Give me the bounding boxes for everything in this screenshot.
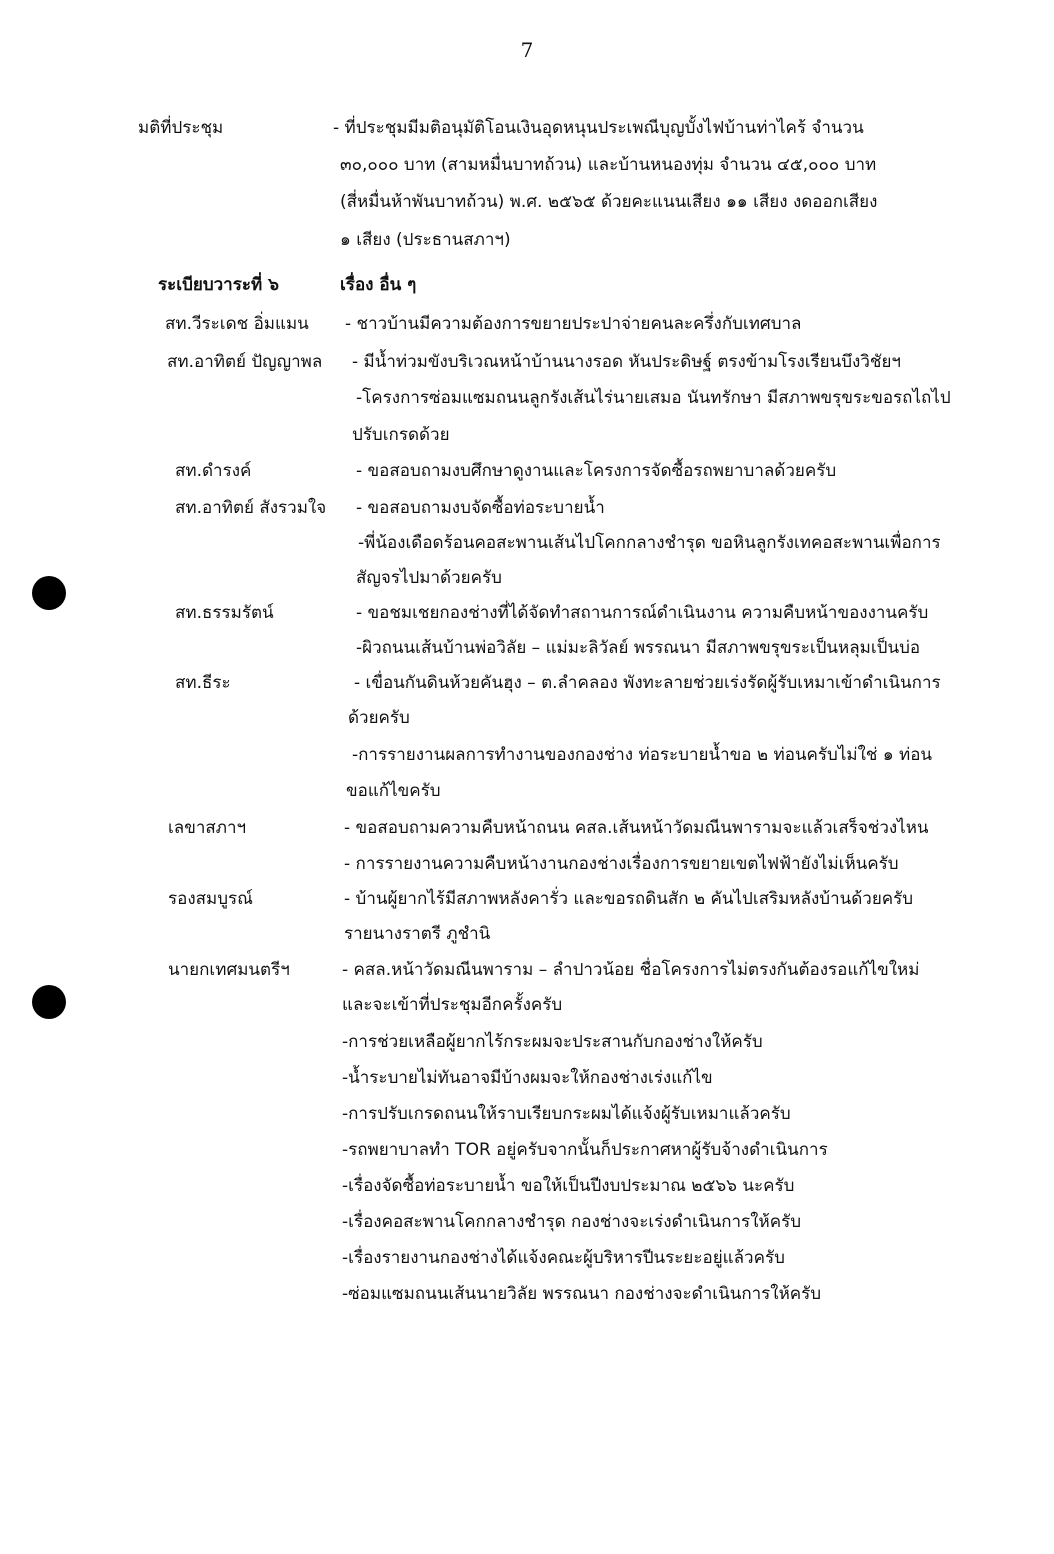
speaker-line: และจะเข้าที่ประชุมอีกครั้งครับ [342,995,563,1015]
speaker-line: -เรื่องคอสะพานโคกกลางชำรุด กองช่างจะเร่งดำเนินการให้ครับ [342,1212,801,1232]
speaker-line: - มีน้ำท่วมขังบริเวณหน้าบ้านนางรอด หันประดิษฐ์ ตรงข้ามโรงเรียนบึงวิชัยฯ [352,352,901,372]
speaker-line: - ขอสอบถามงบศึกษาดูงานและโครงการจัดซื้อรถพยาบาลด้วยครับ [356,461,837,481]
speaker-name: สท.อาทิตย์ สังรวมใจ [175,498,327,518]
speaker-name: สท.ธรรมรัตน์ [175,603,274,623]
speaker-line: - เขื่อนกันดินห้วยคันฮุง – ต.ลำคลอง พังทะลายช่วยเร่งรัดผู้รับเหมาเข้าดำเนินการ [354,673,941,693]
agenda-title: เรื่อง อื่น ๆ [340,275,417,295]
resolution-line: ๑ เสียง (ประธานสภาฯ) [340,230,511,250]
speaker-name: สท.วีระเดช อิ่มแมน [165,314,309,334]
speaker-line: -เรื่องจัดซื้อท่อระบายน้ำ ขอให้เป็นปีงบประมาณ ๒๕๖๖ นะครับ [342,1176,795,1196]
speaker-line: - คสล.หน้าวัดมณีนพาราม – ลำปาวน้อย ชื่อโครงการไม่ตรงกันต้องรอแก้ไขใหม่ [342,960,920,980]
speaker-line: - การรายงานความคืบหน้างานกองช่างเรื่องการขยายเขตไฟฟ้ายังไม่เห็นครับ [344,854,899,874]
speaker-line: -เรื่องรายงานกองช่างได้แจ้งคณะผู้บริหารปีนระยะอยู่แล้วครับ [342,1248,785,1268]
speaker-line: ปรับเกรดด้วย [352,425,450,445]
speaker-name: รองสมบูรณ์ [168,889,253,909]
resolution-line: (สี่หมื่นห้าพันบาทถ้วน) พ.ศ. ๒๕๖๕ ด้วยคะแนนเสียง ๑๑ เสียง งดออกเสียง [340,192,878,212]
page-number: 7 [520,38,534,62]
speaker-name: สท.ดำรงค์ [175,461,252,481]
speaker-line: - ขอชมเชยกองช่างที่ได้จัดทำสถานการณ์ดำเนินงาน ความคืบหน้าของงานครับ [356,603,929,623]
resolution-label: มติที่ประชุม [138,118,224,138]
speaker-line: -การรายงานผลการทำงานของกองช่าง ท่อระบายน้ำขอ ๒ ท่อนครับไม่ใช่ ๑ ท่อน [352,745,933,765]
speaker-line: -การปรับเกรดถนนให้ราบเรียบกระผมได้แจ้งผู้รับเหมาแล้วครับ [342,1104,791,1124]
speaker-line: รายนางราตรี ภูชำนิ [344,924,491,944]
speaker-name: สท.อาทิตย์ ปัญญาพล [167,352,323,372]
agenda-label: ระเบียบวาระที่ ๖ [158,275,279,295]
speaker-line: - ขอสอบถามงบจัดซื้อท่อระบายน้ำ [356,498,605,518]
speaker-line: -น้ำระบายไม่ทันอาจมีบ้างผมจะให้กองช่างเร่งแก้ไข [342,1068,713,1088]
speaker-line: -รถพยาบาลทำ TOR อยู่ครับจากนั้นก็ประกาศหาผู้รับจ้างดำเนินการ [342,1140,828,1160]
punch-hole [32,985,66,1019]
punch-hole [32,576,66,610]
speaker-line: - ขอสอบถามความคืบหน้าถนน คสล.เส้นหน้าวัดมณีนพารามจะแล้วเสร็จช่วงไหน [344,818,929,838]
speaker-line: ด้วยครับ [348,708,410,728]
speaker-name: สท.ธีระ [175,673,231,693]
speaker-name: เลขาสภาฯ [168,818,247,838]
speaker-line: - ชาวบ้านมีความต้องการขยายประปาจ่ายคนละครึ่งกับเทศบาล [345,314,802,334]
resolution-line: ๓๐,๐๐๐ บาท (สามหมื่นบาทถ้วน) และบ้านหนองทุ่ม จำนวน ๔๕,๐๐๐ บาท [340,155,877,175]
speaker-line: -ผิวถนนเส้นบ้านพ่อวิลัย – แม่มะลิวัลย์ พรรณนา มีสภาพขรุขระเป็นหลุมเป็นบ่อ [356,638,921,658]
speaker-line: -พี่น้องเดือดร้อนคอสะพานเส้นไปโคกกลางชำรุด ขอหินลูกรังเทคอสะพานเพื่อการ [358,533,941,553]
speaker-line: สัญจรไปมาด้วยครับ [356,568,502,588]
resolution-line: - ที่ประชุมมีมติอนุมัติโอนเงินอุดหนุนประเพณีบุญบั้งไฟบ้านท่าไคร้ จำนวน [333,118,864,138]
speaker-line: ขอแก้ไขครับ [346,781,441,801]
speaker-name: นายกเทศมนตรีฯ [168,960,290,980]
speaker-line: - บ้านผู้ยากไร้มีสภาพหลังคารั่ว และขอรถดินสัก ๒ คันไปเสริมหลังบ้านด้วยครับ [344,889,914,909]
speaker-line: -การช่วยเหลือผู้ยากไร้กระผมจะประสานกับกองช่างให้ครับ [342,1032,763,1052]
speaker-line: -ซ่อมแซมถนนเส้นนายวิลัย พรรณนา กองช่างจะดำเนินการให้ครับ [342,1284,822,1304]
speaker-line: -โครงการซ่อมแซมถนนลูกรังเส้นไร่นายเสมอ นันทรักษา มีสภาพขรุขระขอรถไถไป [356,388,951,408]
